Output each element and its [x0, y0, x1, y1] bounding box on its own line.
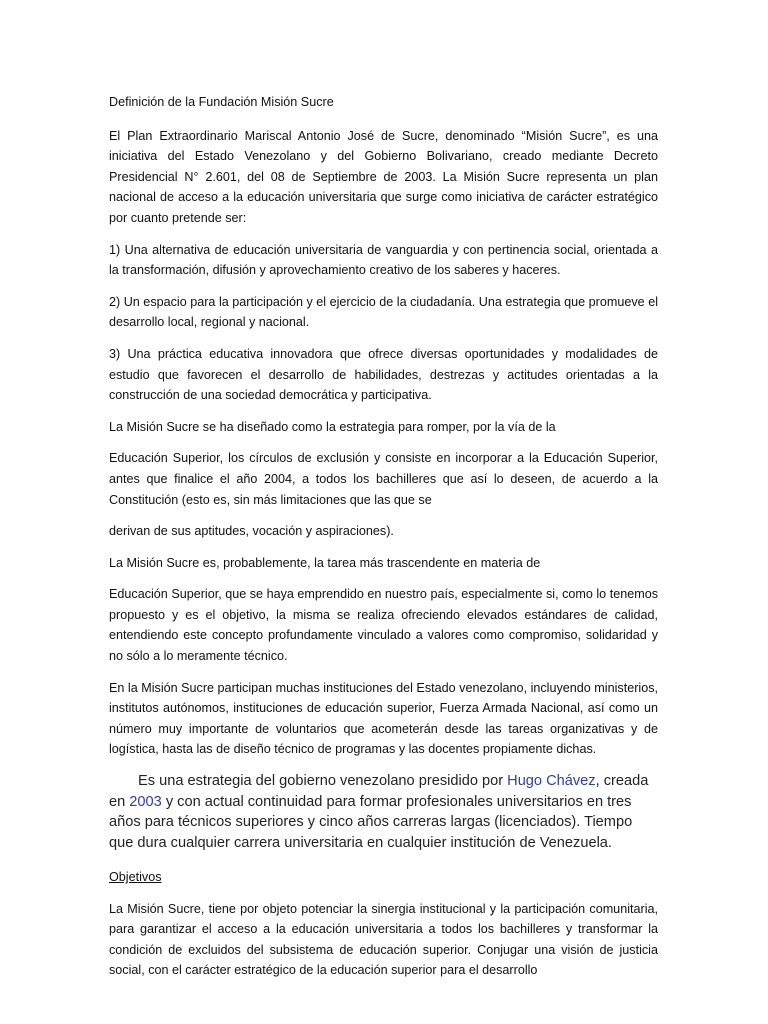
paragraph-quality: Educación Superior, que se haya emprendido en nuestro país, especialmente si, como lo tenemos propuesto y es el objetivo, la misma se realiza ofreciendo elevados estándares de calidad, entendiendo este concepto profundamente vinculado a valores como compromiso, solidaridad y no sólo a lo meramente técnico.: [109, 587, 658, 664]
link-hugo-chavez[interactable]: Hugo Chávez: [507, 773, 596, 790]
document-page: [109, 92, 658, 992]
paragraph-intro: El Plan Extraordinario Mariscal Antonio José de Sucre, denominado “Misión Sucre”, es una iniciativa del Estado Venezolano y del Gobierno Bolivariano, creado mediante Decreto Presidencial N° 2.601, del 08 de Septiembre de 2003. La Misión Sucre representa un plan nacional de acceso a la educación universitaria que surge como iniciativa de carácter estratégico por cuanto pretende ser:: [109, 128, 658, 225]
gov-text-3: y con actual continuidad para formar profesionales universitarios en tres años para técnicos superiores y cinco años carreras largas (licenciados). Tiempo que dura cualquier carrera universitaria en cualquier institución de Venezuela.: [109, 793, 633, 851]
paragraph-higher-education: Educación Superior, los círculos de exclusión y consiste en incorporar a la Educación Superior, antes que finalice el año 2004, a todos los bachilleres que así lo deseen, de acuerdo a la Constitución (esto es, sin más limitaciones que las que se: [109, 451, 658, 507]
paragraph-point-2: 2) Un espacio para la participación y el ejercicio de la ciudadanía. Una estrategia que promueve el desarrollo local, regional y nacional.: [109, 294, 658, 330]
paragraph-institutions: En la Misión Sucre participan muchas instituciones del Estado venezolano, incluyendo ministerios, institutos autónomos, instituciones de educación superior, Fuerza Armada Nacional, así como un número muy importante de voluntarios que acometerán desde las tareas organizativas y de logística, hasta las de diseño técnico de programas y las docentes propiamente dichas.: [109, 680, 658, 757]
gov-text-2: , creada en: [109, 773, 649, 810]
paragraph-transcendent: La Misión Sucre es, probablemente, la tarea más trascendente en materia de: [109, 555, 541, 570]
paragraph-point-1: 1) Una alternativa de educación universitaria de vanguardia y con pertinencia social, orientada a la transformación, difusión y aprovechamiento creativo de los saberes y haceres.: [109, 242, 658, 278]
paragraph-strategy: La Misión Sucre se ha diseñado como la estrategia para romper, por la vía de la: [109, 419, 556, 434]
gov-text-1: Es una estrategia del gobierno venezolano presidido por: [138, 773, 508, 790]
document-title: Definición de la Fundación Misión Sucre: [109, 95, 334, 109]
paragraph-point-3: 3) Una práctica educativa innovadora que ofrece diversas oportunidades y modalidades de estudio que favorecen el desarrollo de habilidades, destrezas y actitudes orientadas a la construcción de una sociedad democrática y participativa.: [109, 346, 658, 403]
paragraph-objectives: La Misión Sucre, tiene por objeto potenciar la sinergia institucional y la participación comunitaria, para garantizar el acceso a la educación universitaria a todos los bachilleres y transformar la condición de excluidos del subsistema de educación superior. Conjugar una visión de justicia social, con el carácter estratégico de la educación superior para el desarrollo: [109, 901, 658, 978]
link-2003[interactable]: 2003: [129, 793, 162, 810]
paragraph-aptitudes: derivan de sus aptitudes, vocación y aspiraciones).: [109, 524, 394, 539]
paragraph-government-strategy: [109, 771, 658, 853]
objectives-heading: Objetivos: [109, 870, 162, 885]
